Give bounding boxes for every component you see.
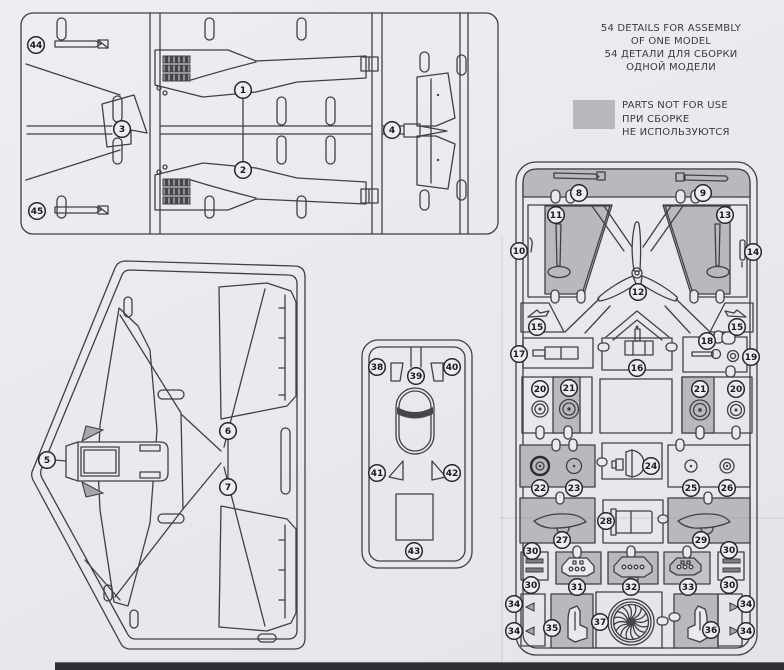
part-44-rod <box>55 40 108 48</box>
part-label-40 <box>444 359 461 376</box>
part-7-wing <box>219 506 296 631</box>
svg-text:35: 35 <box>545 624 559 635</box>
part-label-32 <box>623 579 640 596</box>
part-label-34 <box>506 623 523 640</box>
svg-text:21: 21 <box>693 385 707 396</box>
svg-text:34: 34 <box>507 627 521 638</box>
paper-fold-horizontal <box>500 517 784 519</box>
svg-text:37: 37 <box>593 618 607 629</box>
svg-text:24: 24 <box>644 462 658 473</box>
part-25-disc <box>685 460 697 472</box>
svg-text:44: 44 <box>29 41 43 52</box>
part-label-31 <box>569 579 586 596</box>
svg-text:34: 34 <box>739 600 753 611</box>
part-label-6 <box>220 423 237 440</box>
svg-text:16: 16 <box>630 364 644 375</box>
part-label-20 <box>728 381 745 398</box>
part-label-34 <box>738 623 755 640</box>
part-label-35 <box>544 620 561 637</box>
not-for-use-swatch <box>573 100 615 129</box>
sprue-fuselage-wing <box>21 13 498 234</box>
svg-text:7: 7 <box>224 483 232 494</box>
svg-text:40: 40 <box>445 363 459 374</box>
svg-text:12: 12 <box>631 288 645 299</box>
part-28-frame <box>611 509 652 535</box>
svg-text:5: 5 <box>43 456 51 467</box>
svg-text:10: 10 <box>512 247 526 258</box>
svg-text:30: 30 <box>722 546 736 557</box>
svg-text:25: 25 <box>684 484 698 495</box>
part-1-fuselage-half <box>155 50 378 97</box>
part-label-8 <box>571 185 588 202</box>
part-label-15 <box>529 319 546 336</box>
part-24-pod <box>612 450 644 477</box>
part-label-28 <box>598 513 615 530</box>
svg-text:29: 29 <box>694 536 708 547</box>
svg-text:28: 28 <box>599 517 613 528</box>
part-label-42 <box>444 465 461 482</box>
part-label-30 <box>721 542 738 559</box>
svg-text:2: 2 <box>239 166 247 177</box>
part-label-27 <box>554 532 571 549</box>
header-line-en-1: 54 DETAILS FOR ASSEMBLY <box>600 23 742 34</box>
svg-text:8: 8 <box>575 189 583 200</box>
part-34-arrow <box>730 603 738 611</box>
svg-text:11: 11 <box>549 211 563 222</box>
part-label-7 <box>220 479 237 496</box>
svg-text:30: 30 <box>525 547 539 558</box>
svg-text:45: 45 <box>30 207 44 218</box>
svg-text:34: 34 <box>739 627 753 638</box>
svg-text:27: 27 <box>555 536 569 547</box>
part-label-14 <box>745 244 762 261</box>
part-label-33 <box>680 579 697 596</box>
svg-text:19: 19 <box>744 353 758 364</box>
part-4-tailplane <box>404 73 455 189</box>
svg-text:30: 30 <box>722 581 736 592</box>
part-label-30 <box>524 543 541 560</box>
part-6-wing <box>219 283 296 419</box>
svg-text:26: 26 <box>720 484 734 495</box>
part-label-43 <box>406 543 423 560</box>
part-label-34 <box>506 596 523 613</box>
header-line-en-2: OF ONE MODEL <box>630 36 712 47</box>
svg-text:22: 22 <box>533 484 547 495</box>
part-17-segmented-rod <box>533 347 578 359</box>
svg-text:31: 31 <box>570 583 584 594</box>
parts-count-note <box>560 22 782 74</box>
svg-text:43: 43 <box>407 547 421 558</box>
part-45-rod <box>55 206 108 214</box>
svg-text:41: 41 <box>370 469 384 480</box>
svg-text:38: 38 <box>370 363 384 374</box>
svg-text:39: 39 <box>409 372 423 383</box>
part-label-36 <box>703 622 720 639</box>
svg-text:14: 14 <box>746 248 760 259</box>
part-38-trapezoid <box>391 363 403 381</box>
part-39-canopy <box>396 388 434 454</box>
part-label-30 <box>721 577 738 594</box>
part-label-21 <box>561 380 578 397</box>
part-label-38 <box>369 359 386 376</box>
part-label-9 <box>695 185 712 202</box>
svg-text:17: 17 <box>512 350 526 361</box>
svg-text:13: 13 <box>718 211 732 222</box>
part-label-41 <box>369 465 386 482</box>
part-26-wheel <box>720 459 734 473</box>
part-15-right <box>725 310 746 317</box>
part-label-24 <box>643 458 660 475</box>
part-43-square <box>396 494 433 540</box>
part-label-23 <box>566 480 583 497</box>
svg-text:33: 33 <box>681 583 695 594</box>
svg-text:30: 30 <box>524 581 538 592</box>
part-34-arrow <box>526 627 534 635</box>
part-label-4 <box>384 122 401 139</box>
part-label-5 <box>39 452 56 469</box>
part-2-fuselage-half <box>155 163 378 210</box>
part-15-left <box>528 310 549 317</box>
part-label-26 <box>719 480 736 497</box>
header-line-ru-1: 54 ДЕТАЛИ ДЛЯ СБОРКИ <box>604 49 738 60</box>
part-label-2 <box>235 162 252 179</box>
part-label-18 <box>699 333 716 350</box>
svg-text:23: 23 <box>567 484 581 495</box>
part-label-29 <box>693 532 710 549</box>
part-label-16 <box>629 360 646 377</box>
part-34-arrow <box>730 627 738 635</box>
part-label-25 <box>683 480 700 497</box>
paper-fold-vertical <box>501 235 505 662</box>
part-10-small <box>530 238 532 252</box>
part-label-20 <box>532 381 549 398</box>
legend-line-en: PARTS NOT FOR USE <box>622 100 728 111</box>
svg-text:1: 1 <box>239 86 247 97</box>
part-label-21 <box>692 381 709 398</box>
svg-text:42: 42 <box>445 469 459 480</box>
part-label-37 <box>592 614 609 631</box>
svg-text:36: 36 <box>704 626 718 637</box>
part-33-cowl <box>670 558 701 575</box>
svg-text:3: 3 <box>118 125 126 136</box>
part-label-34 <box>738 596 755 613</box>
part-20-wheel-left <box>532 401 548 417</box>
part-label-44 <box>28 37 45 54</box>
svg-text:18: 18 <box>700 337 714 348</box>
part-label-15 <box>729 319 746 336</box>
svg-text:20: 20 <box>533 385 547 396</box>
svg-text:20: 20 <box>729 385 743 396</box>
svg-text:15: 15 <box>530 323 544 334</box>
legend-line-ru-2: НЕ ИСПОЛЬЗУЮТСЯ <box>622 127 730 138</box>
svg-text:21: 21 <box>562 384 576 395</box>
part-34-arrow <box>526 603 534 611</box>
part-label-3 <box>114 121 131 138</box>
part-label-12 <box>630 284 647 301</box>
part-label-39 <box>408 368 425 385</box>
part-label-1 <box>235 82 252 99</box>
part-20-wheel-right <box>728 402 745 419</box>
part-label-10 <box>511 243 528 260</box>
scan-edge-strip <box>55 662 784 670</box>
part-label-30 <box>523 577 540 594</box>
part-21-wheel-right <box>690 400 710 420</box>
part-label-22 <box>532 480 549 497</box>
svg-text:6: 6 <box>224 427 232 438</box>
sprue-delta-wing <box>32 261 305 649</box>
part-40-trapezoid <box>431 363 443 381</box>
part-label-13 <box>717 207 734 224</box>
legend-line-ru-1: ПРИ СБОРКЕ <box>622 113 690 125</box>
header-line-ru-2: ОДНОЙ МОДЕЛИ <box>626 62 716 73</box>
not-for-use-note <box>622 99 782 140</box>
part-label-45 <box>29 203 46 220</box>
svg-text:15: 15 <box>730 323 744 334</box>
part-31-cowl <box>562 558 594 576</box>
part-19-wheel <box>728 351 739 362</box>
svg-text:34: 34 <box>507 600 521 611</box>
svg-text:4: 4 <box>388 126 396 137</box>
svg-text:9: 9 <box>699 189 707 200</box>
part-label-11 <box>548 207 565 224</box>
part-41-triangle <box>389 461 403 480</box>
part-18-hook <box>692 350 721 359</box>
part-label-17 <box>511 346 528 363</box>
svg-text:32: 32 <box>624 583 638 594</box>
part-37-turbofan <box>608 599 654 645</box>
part-label-19 <box>743 349 760 366</box>
